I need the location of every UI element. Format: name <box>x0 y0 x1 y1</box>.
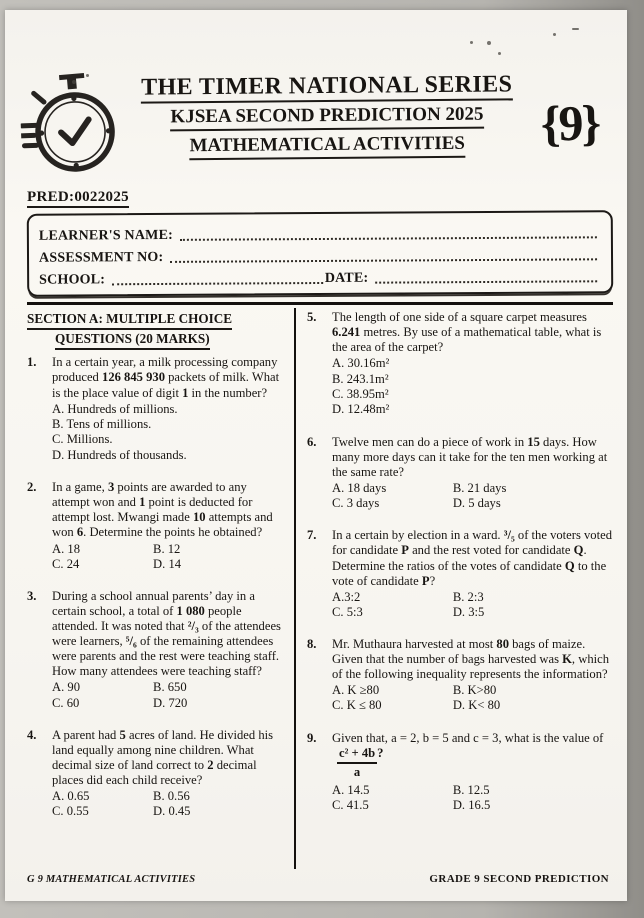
option-c: C. 5:3 <box>332 604 363 619</box>
option-b: B. 12 <box>153 541 181 556</box>
question-text: A parent had 5 acres of land. He divided his land equally among nine children. What decimal size of land correct to 2 decimal places did each child receive? <box>52 727 274 787</box>
question-number: 1. <box>27 355 37 370</box>
question-number: 6. <box>307 434 317 449</box>
question-1 <box>27 355 287 463</box>
option-a: A. 18 <box>52 541 80 556</box>
option-d: D. 5 days <box>452 496 501 511</box>
school-fill-line <box>112 272 323 285</box>
scan-speck <box>572 28 579 30</box>
option-a: A. 30.16m² <box>332 356 390 371</box>
assessment-no-fill-line <box>170 248 597 263</box>
options <box>52 789 287 819</box>
options <box>332 683 613 713</box>
scan-speck <box>470 41 473 44</box>
date-fill-line <box>375 270 597 283</box>
question-columns <box>27 302 613 869</box>
option-c: C. 3 days <box>332 496 380 511</box>
option-a: A. 0.65 <box>52 789 90 804</box>
option-b: B. 2:3 <box>452 589 484 604</box>
option-a: A. 14.5 <box>332 782 370 797</box>
left-column <box>27 308 296 869</box>
question-3 <box>27 589 287 711</box>
option-d: D. 3:5 <box>452 604 485 619</box>
question-number: 5. <box>307 310 317 324</box>
options <box>52 680 287 710</box>
option-d: D. 0.45 <box>153 804 191 819</box>
question-4 <box>27 728 287 820</box>
question-8 <box>307 637 613 714</box>
title-block <box>127 70 528 160</box>
learner-name-label: LEARNER'S NAME: <box>38 227 174 244</box>
pred-code: PRED:0022025 <box>27 189 613 208</box>
right-column <box>296 308 613 869</box>
option-b: B. Tens of millions. <box>52 417 152 431</box>
option-c: C. 60 <box>52 695 80 710</box>
scan-speck <box>553 33 556 36</box>
option-d: D. 12.48m² <box>332 402 390 417</box>
option-a: A.3:2 <box>332 589 361 604</box>
option-a: A. 18 days <box>332 481 387 496</box>
question-text: In a certain by election in a ward. ³/₅ of the voters voted for candidate P and the rest voted for candidate Q. Determine the ratios of the votes of candidate Q to the vote of candidate P? <box>332 528 612 588</box>
school-label: SCHOOL: <box>39 272 106 288</box>
option-a: A. Hundreds of millions. <box>52 401 178 416</box>
options <box>332 481 613 511</box>
scan-speck <box>86 74 89 77</box>
option-b: B. 650 <box>153 680 187 695</box>
question-7 <box>307 528 613 620</box>
option-b: B. 21 days <box>452 481 507 496</box>
question-number: 8. <box>307 636 317 651</box>
question-number: 2. <box>27 480 37 495</box>
option-a: A. K ≥80 <box>332 683 380 698</box>
options <box>52 402 287 463</box>
series-title: THE TIMER NATIONAL SERIES <box>127 72 527 104</box>
stopwatch-icon <box>19 70 129 191</box>
grade-badge: {9} <box>540 94 600 152</box>
options <box>332 590 613 620</box>
question-5 <box>307 310 613 418</box>
question-text: Given that, a = 2, b = 5 and c = 3, what is the value of $\frac{\text{c² + 4b}}{a}$ ? <box>332 730 604 779</box>
learner-name-fill-line <box>180 226 597 241</box>
option-b: B. 243.1m² <box>332 371 389 386</box>
question-text: Twelve men can do a piece of work in 15 days. How many more days can it take for the ten men working at the same rate? <box>332 434 608 479</box>
option-d: D. Hundreds of thousands. <box>52 447 187 462</box>
prediction-subtitle: KJSEA SECOND PREDICTION 2025 <box>127 104 527 131</box>
option-b: B. 0.56 <box>153 789 190 804</box>
page-footer <box>27 873 613 885</box>
section-a-title: SECTION A: MULTIPLE CHOICE QUESTIONS (20 MARKS) <box>27 310 287 350</box>
footer-left-label: G 9 MATHEMATICAL ACTIVITIES <box>27 874 196 885</box>
option-c: C. 41.5 <box>332 797 369 812</box>
assessment-no-label: ASSESSMENT NO: <box>38 249 164 266</box>
question-text: During a school annual parents’ day in a certain school, a total of 1 080 people attended. It was noted that ²/₃ of the attendees were learners, ⁵/₆ of the remaining attendees were parents and the rest were teaching staff. How many attendees were teaching staff? <box>52 588 281 679</box>
date-label: DATE: <box>324 270 369 286</box>
option-c: C. 0.55 <box>52 804 89 819</box>
option-d: D. 14 <box>153 556 182 571</box>
option-d: D. K< 80 <box>452 698 501 713</box>
school-date-row <box>39 263 599 288</box>
question-text: Mr. Muthaura harvested at most 80 bags of maize. Given that the number of bags harvested was K, which of the following inequality represents the information? <box>332 636 609 682</box>
question-number: 3. <box>27 588 37 603</box>
question-9 <box>307 731 613 814</box>
question-text: In a certain year, a milk processing company produced 126 845 930 packets of milk. What is the place value of digit 1 in the number? <box>52 355 280 400</box>
option-d: D. 16.5 <box>452 797 491 812</box>
footer-right-label: GRADE 9 SECOND PREDICTION <box>429 873 609 885</box>
exam-header <box>27 72 613 189</box>
fraction-numerator: c² + 4b <box>337 746 377 764</box>
fraction-denominator: a <box>353 764 361 779</box>
option-c: C. Millions. <box>52 432 113 447</box>
subject-title: MATHEMATICAL ACTIVITIES <box>127 133 527 160</box>
fraction <box>337 746 377 780</box>
option-c: C. 24 <box>52 556 80 571</box>
option-b: B. K>80 <box>452 683 497 698</box>
option-b: B. 12.5 <box>452 782 490 797</box>
question-6 <box>307 435 613 512</box>
question-number: 4. <box>27 727 37 742</box>
scan-speck <box>498 52 501 55</box>
learner-details-box <box>27 210 613 297</box>
option-c: C. K ≤ 80 <box>332 698 382 713</box>
question-2 <box>27 480 287 572</box>
question-text: In a game, 3 points are awarded to any attempt won and 1 point is deducted for attempt lost. Mwangi made 10 attempts and won 6. Determine the points he obtained? <box>52 480 273 540</box>
option-a: A. 90 <box>52 680 80 695</box>
options <box>332 356 613 417</box>
fraction-suffix: ? <box>377 745 384 760</box>
question-number: 9. <box>307 730 317 745</box>
option-d: D. 720 <box>153 695 188 710</box>
options <box>52 542 287 572</box>
scan-speck <box>72 80 76 84</box>
scan-speck <box>487 41 491 45</box>
option-c: C. 38.95m² <box>332 387 389 402</box>
question-text: The length of one side of a square carpet measures 6.241 metres. By use of a mathematical table, what is the area of the carpet? <box>332 310 602 355</box>
paper-sheet <box>5 10 627 901</box>
question-number: 7. <box>307 528 317 543</box>
options <box>332 783 613 813</box>
